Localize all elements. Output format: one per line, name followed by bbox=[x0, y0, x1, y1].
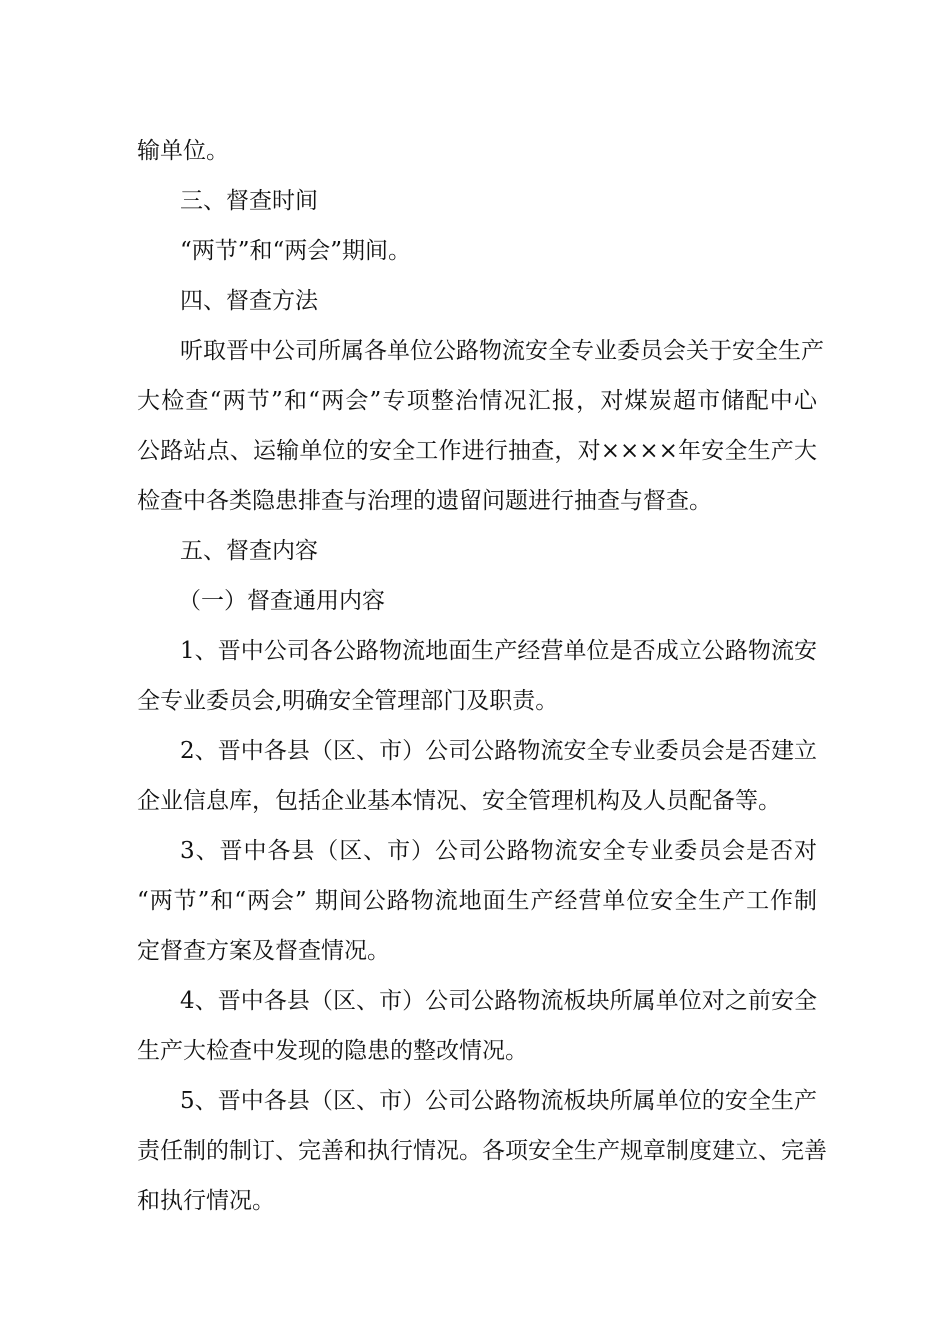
list-item-line: “两节”和“两会” 期间公路物流地面生产经营单位安全生产工作制 bbox=[137, 888, 817, 914]
list-item-line: 5、晋中各县（区、市）公司公路物流板块所属单位的安全生产 bbox=[180, 1088, 817, 1114]
paragraph-line: “两节”和“两会”期间。 bbox=[180, 238, 412, 264]
list-item-line: 生产大检查中发现的隐患的整改情况。 bbox=[137, 1038, 528, 1064]
list-item-line: 定督查方案及督查情况。 bbox=[137, 938, 390, 964]
section-heading: 四、督查方法 bbox=[180, 288, 318, 314]
paragraph-line: 听取晋中公司所属各单位公路物流安全专业委员会关于安全生产 bbox=[180, 338, 824, 364]
paragraph-line: 输单位。 bbox=[137, 138, 229, 164]
section-heading: 五、督查内容 bbox=[180, 538, 318, 564]
paragraph-line: 大检查“两节”和“两会”专项整治情况汇报，对煤炭超市储配中心 bbox=[137, 388, 817, 414]
paragraph-line: 检查中各类隐患排查与治理的遗留问题进行抽查与督查。 bbox=[137, 488, 712, 514]
list-item-line: 2、晋中各县（区、市）公司公路物流安全专业委员会是否建立 bbox=[180, 738, 817, 764]
list-item-line: 全专业委员会,明确安全管理部门及职责。 bbox=[137, 688, 559, 714]
subsection-heading: （一）督查通用内容 bbox=[178, 588, 385, 614]
list-item-line: 责任制的制订、完善和执行情况。各项安全生产规章制度建立、完善 bbox=[137, 1138, 827, 1164]
paragraph-line: 公路站点、运输单位的安全工作进行抽查，对××××年安全生产大 bbox=[137, 438, 817, 464]
list-item-line: 企业信息库，包括企业基本情况、安全管理机构及人员配备等。 bbox=[137, 788, 781, 814]
list-item-line: 1、晋中公司各公路物流地面生产经营单位是否成立公路物流安 bbox=[180, 638, 817, 664]
list-item-line: 4、晋中各县（区、市）公司公路物流板块所属单位对之前安全 bbox=[180, 988, 817, 1014]
list-item-line: 和执行情况。 bbox=[137, 1188, 275, 1214]
section-heading: 三、督查时间 bbox=[180, 188, 318, 214]
list-item-line: 3、晋中各县（区、市）公司公路物流安全专业委员会是否对 bbox=[180, 838, 817, 864]
